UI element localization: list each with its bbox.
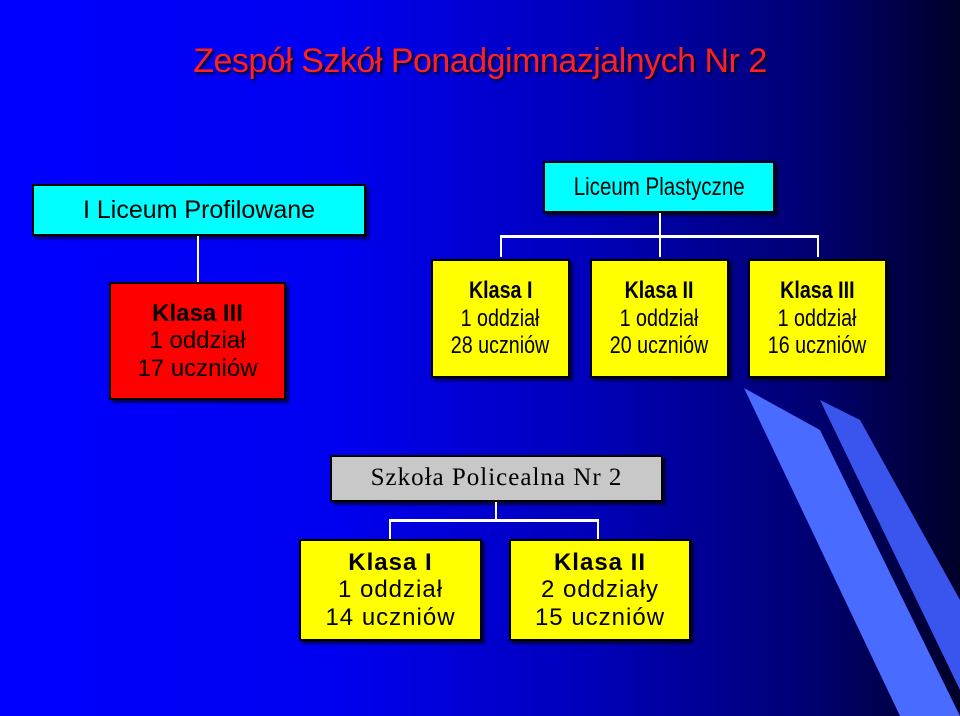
policealna-klasa-i-oddzialy: 1 oddział xyxy=(337,576,444,604)
connector-plastyczne-drop-2 xyxy=(659,235,661,257)
liceum-plastyczne-header xyxy=(543,161,775,213)
policealna-klasa-ii-uczniowie: 15 uczniów xyxy=(534,603,666,631)
plastyczne-klasa-iii-uczniowie: 16 uczniów xyxy=(768,332,867,360)
profilowane-uczniowie: 17 uczniów xyxy=(137,354,258,382)
policealna-klasa-ii-oddzialy: 2 oddziały xyxy=(540,576,660,604)
policealna-klasa-i-label: Klasa I xyxy=(348,548,433,576)
liceum-plastyczne-name: Liceum Plastyczne xyxy=(573,172,745,201)
connector-policealna-bar xyxy=(389,519,599,522)
connector-plastyczne-drop-1 xyxy=(500,235,502,257)
plastyczne-klasa-i-uczniowie: 28 uczniów xyxy=(451,332,550,360)
plastyczne-klasa-i-box xyxy=(431,259,570,378)
connector-policealna-drop-1 xyxy=(389,519,391,539)
liceum-profilowane-name: I Liceum Profilowane xyxy=(82,195,316,224)
slide-title: Zespół Szkół Ponadgimnazjalnych Nr 2 xyxy=(193,42,767,80)
plastyczne-klasa-iii-label: Klasa III xyxy=(780,277,855,305)
plastyczne-klasa-ii-label: Klasa II xyxy=(625,277,694,305)
connector-plastyczne-drop-3 xyxy=(817,235,819,257)
policealna-klasa-i-box xyxy=(299,539,482,641)
szkola-policealna-name: Szkoła Policealna Nr 2 xyxy=(370,464,623,492)
plastyczne-klasa-i-label: Klasa I xyxy=(468,277,533,305)
szkola-policealna-header xyxy=(330,455,663,502)
plastyczne-klasa-ii-box xyxy=(590,259,729,378)
plastyczne-klasa-ii-uczniowie: 20 uczniów xyxy=(610,332,709,360)
profilowane-klasa-iii-box xyxy=(109,282,286,400)
policealna-klasa-ii-label: Klasa II xyxy=(553,548,647,576)
connector-profilowane xyxy=(197,236,199,282)
connector-plastyczne-stem xyxy=(659,213,661,237)
plastyczne-klasa-ii-oddzialy: 1 oddział xyxy=(620,304,699,332)
profilowane-oddzialy: 1 oddział xyxy=(149,327,246,355)
plastyczne-klasa-iii-box xyxy=(748,259,887,378)
policealna-klasa-ii-box xyxy=(509,539,691,641)
liceum-profilowane-header xyxy=(32,184,366,236)
plastyczne-klasa-i-oddzialy: 1 oddział xyxy=(461,304,540,332)
profilowane-klasa-label: Klasa III xyxy=(152,299,243,327)
policealna-klasa-i-uczniowie: 14 uczniów xyxy=(325,603,456,631)
plastyczne-klasa-iii-oddzialy: 1 oddział xyxy=(778,304,857,332)
connector-policealna-drop-2 xyxy=(597,519,599,539)
